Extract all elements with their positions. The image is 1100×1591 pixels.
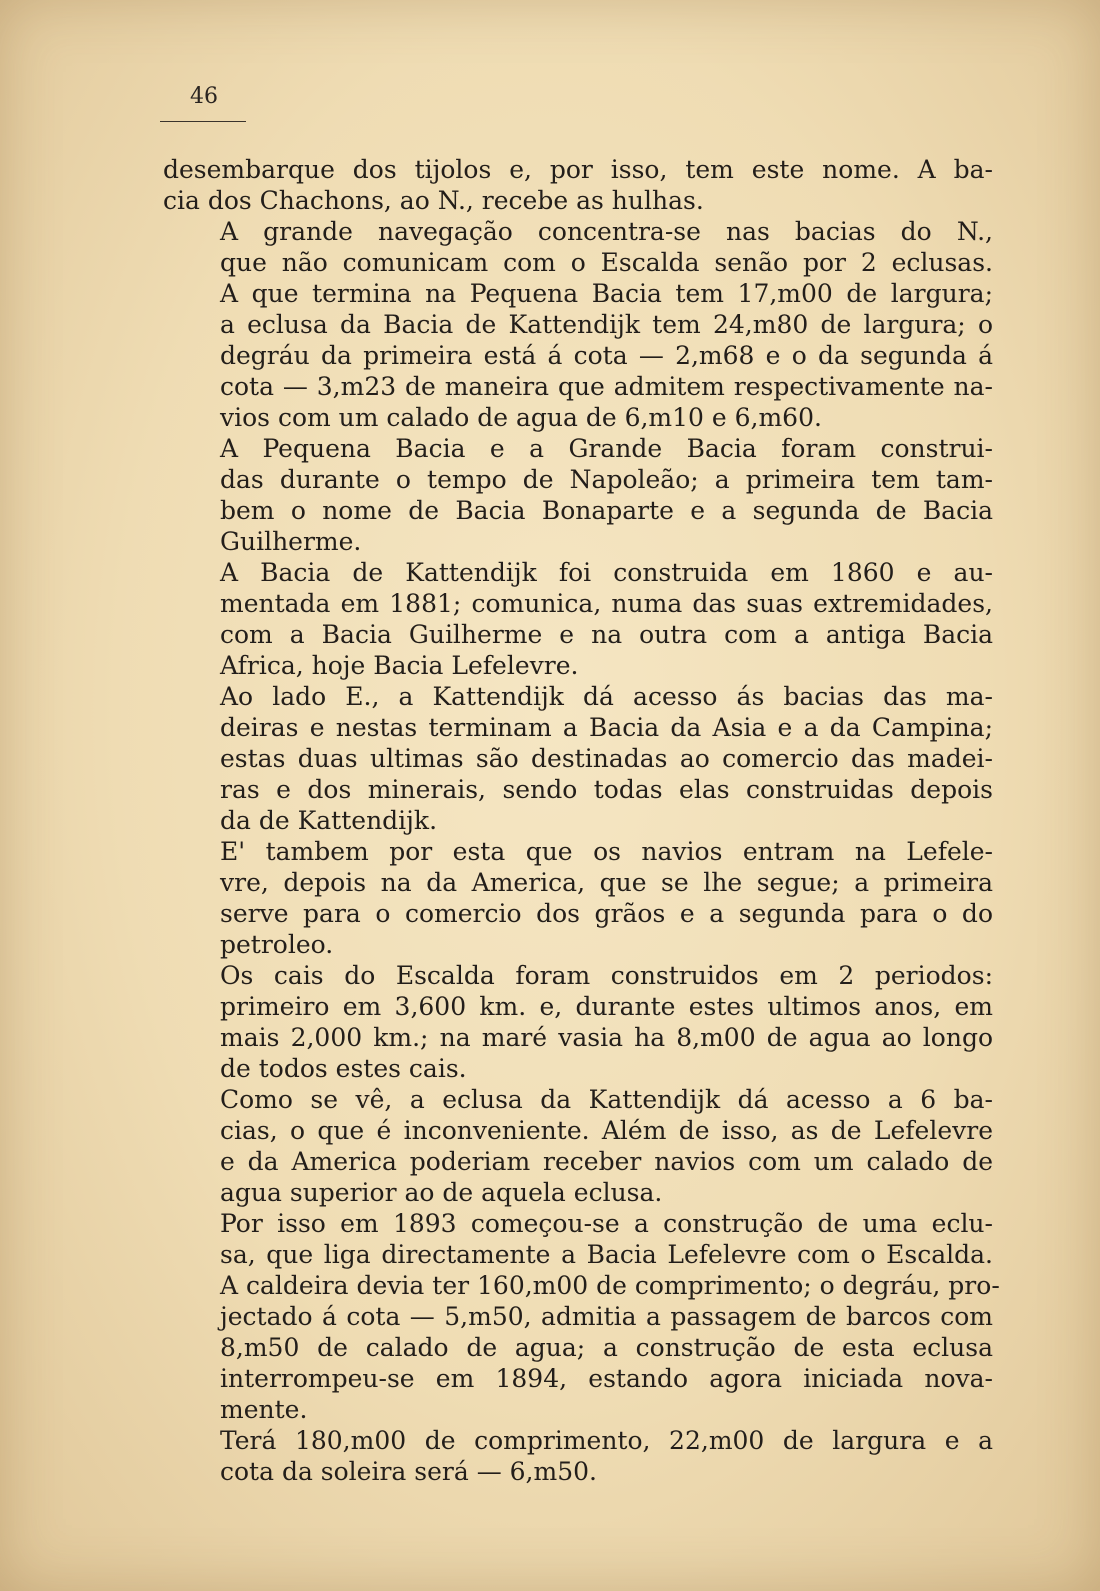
text-line: Por isso em 1893 começou-se a construção de uma eclu-: [220, 1209, 993, 1238]
text-line: desembarque dos tijolos e, por isso, tem este nome. A ba-: [163, 155, 993, 184]
text-line: estas duas ultimas são destinadas ao comercio das madei-: [220, 744, 993, 773]
text-line: jectado á cota — 5,m50, admitia a passagem de barcos com: [220, 1302, 993, 1331]
page-number: 46: [190, 84, 218, 109]
text-line: das durante o tempo de Napoleão; a primeira tem tam-: [220, 465, 993, 494]
paragraph: [163, 557, 993, 681]
text-line: mente.: [220, 1395, 308, 1424]
text-line: Africa, hoje Bacia Lefelevre.: [220, 651, 579, 680]
text-line: de todos estes cais.: [220, 1054, 467, 1083]
text-line: Os cais do Escalda foram construidos em 2 periodos:: [220, 961, 993, 990]
paragraph: [163, 836, 993, 960]
text-line: e da America poderiam receber navios com um calado de: [220, 1147, 993, 1176]
text-line: Terá 180,m00 de comprimento, 22,m00 de largura e a: [220, 1426, 993, 1455]
text-line: mais 2,000 km.; na maré vasia ha 8,m00 de agua ao longo: [220, 1023, 993, 1052]
text-line: cota da soleira será — 6,m50.: [220, 1457, 597, 1486]
text-line: A Pequena Bacia e a Grande Bacia foram construi-: [220, 434, 993, 463]
text-line: deiras e nestas terminam a Bacia da Asia e a da Campina;: [220, 713, 993, 742]
text-line: sa, que liga directamente a Bacia Lefelevre com o Escalda.: [220, 1240, 993, 1269]
paragraph: [163, 1084, 993, 1208]
text-line: vre, depois na da America, que se lhe segue; a primeira: [220, 868, 993, 897]
text-line: mentada em 1881; comunica, numa das suas extremidades,: [220, 589, 993, 618]
text-line: Ao lado E., a Kattendijk dá acesso ás bacias das ma-: [220, 682, 993, 711]
text-line: agua superior ao de aquela eclusa.: [220, 1178, 663, 1207]
text-line: da de Kattendijk.: [220, 806, 438, 835]
text-line: vios com um calado de agua de 6,m10 e 6,m60.: [220, 403, 822, 432]
paragraph: [163, 681, 993, 836]
paragraph: [163, 1208, 1000, 1425]
text-line: E' tambem por esta que os navios entram na Lefele-: [220, 837, 993, 866]
text-line: Como se vê, a eclusa da Kattendijk dá acesso a 6 ba-: [220, 1085, 993, 1114]
text-line: A caldeira devia ter 160,m00 de comprimento; o degráu, pro-: [220, 1271, 1000, 1300]
paragraph: [163, 433, 993, 557]
paragraph: [163, 154, 993, 216]
body-text: [163, 154, 1000, 1487]
text-line: primeiro em 3,600 km. e, durante estes ultimos anos, em: [220, 992, 993, 1021]
text-line: petroleo.: [220, 930, 334, 959]
text-line: cota — 3,m23 de maneira que admitem respectivamente na-: [220, 372, 993, 401]
text-line: degráu da primeira está á cota — 2,m68 e o da segunda á: [220, 341, 993, 370]
header-rule: [160, 121, 246, 122]
text-line: ras e dos minerais, sendo todas elas construidas depois: [220, 775, 993, 804]
text-line: cia dos Chachons, ao N., recebe as hulhas.: [163, 186, 704, 215]
text-line: Guilherme.: [220, 527, 362, 556]
text-line: a eclusa da Bacia de Kattendijk tem 24,m80 de largura; o: [220, 310, 993, 339]
paragraph: [163, 1425, 993, 1487]
text-line: bem o nome de Bacia Bonaparte e a segunda de Bacia: [220, 496, 993, 525]
text-line: serve para o comercio dos grãos e a segunda para o do: [220, 899, 993, 928]
text-line: 8,m50 de calado de agua; a construção de esta eclusa: [220, 1333, 993, 1362]
text-line: A grande navegação concentra-se nas bacias do N.,: [220, 217, 993, 246]
paragraph: [163, 216, 993, 433]
text-line: A que termina na Pequena Bacia tem 17,m00 de largura;: [220, 279, 993, 308]
text-line: interrompeu-se em 1894, estando agora iniciada nova-: [220, 1364, 993, 1393]
text-line: com a Bacia Guilherme e na outra com a antiga Bacia: [220, 620, 993, 649]
text-line: cias, o que é inconveniente. Além de isso, as de Lefelevre: [220, 1116, 993, 1145]
text-line: A Bacia de Kattendijk foi construida em 1860 e au-: [220, 558, 993, 587]
text-line: que não comunicam com o Escalda senão por 2 eclusas.: [220, 248, 993, 277]
paragraph: [163, 960, 993, 1084]
